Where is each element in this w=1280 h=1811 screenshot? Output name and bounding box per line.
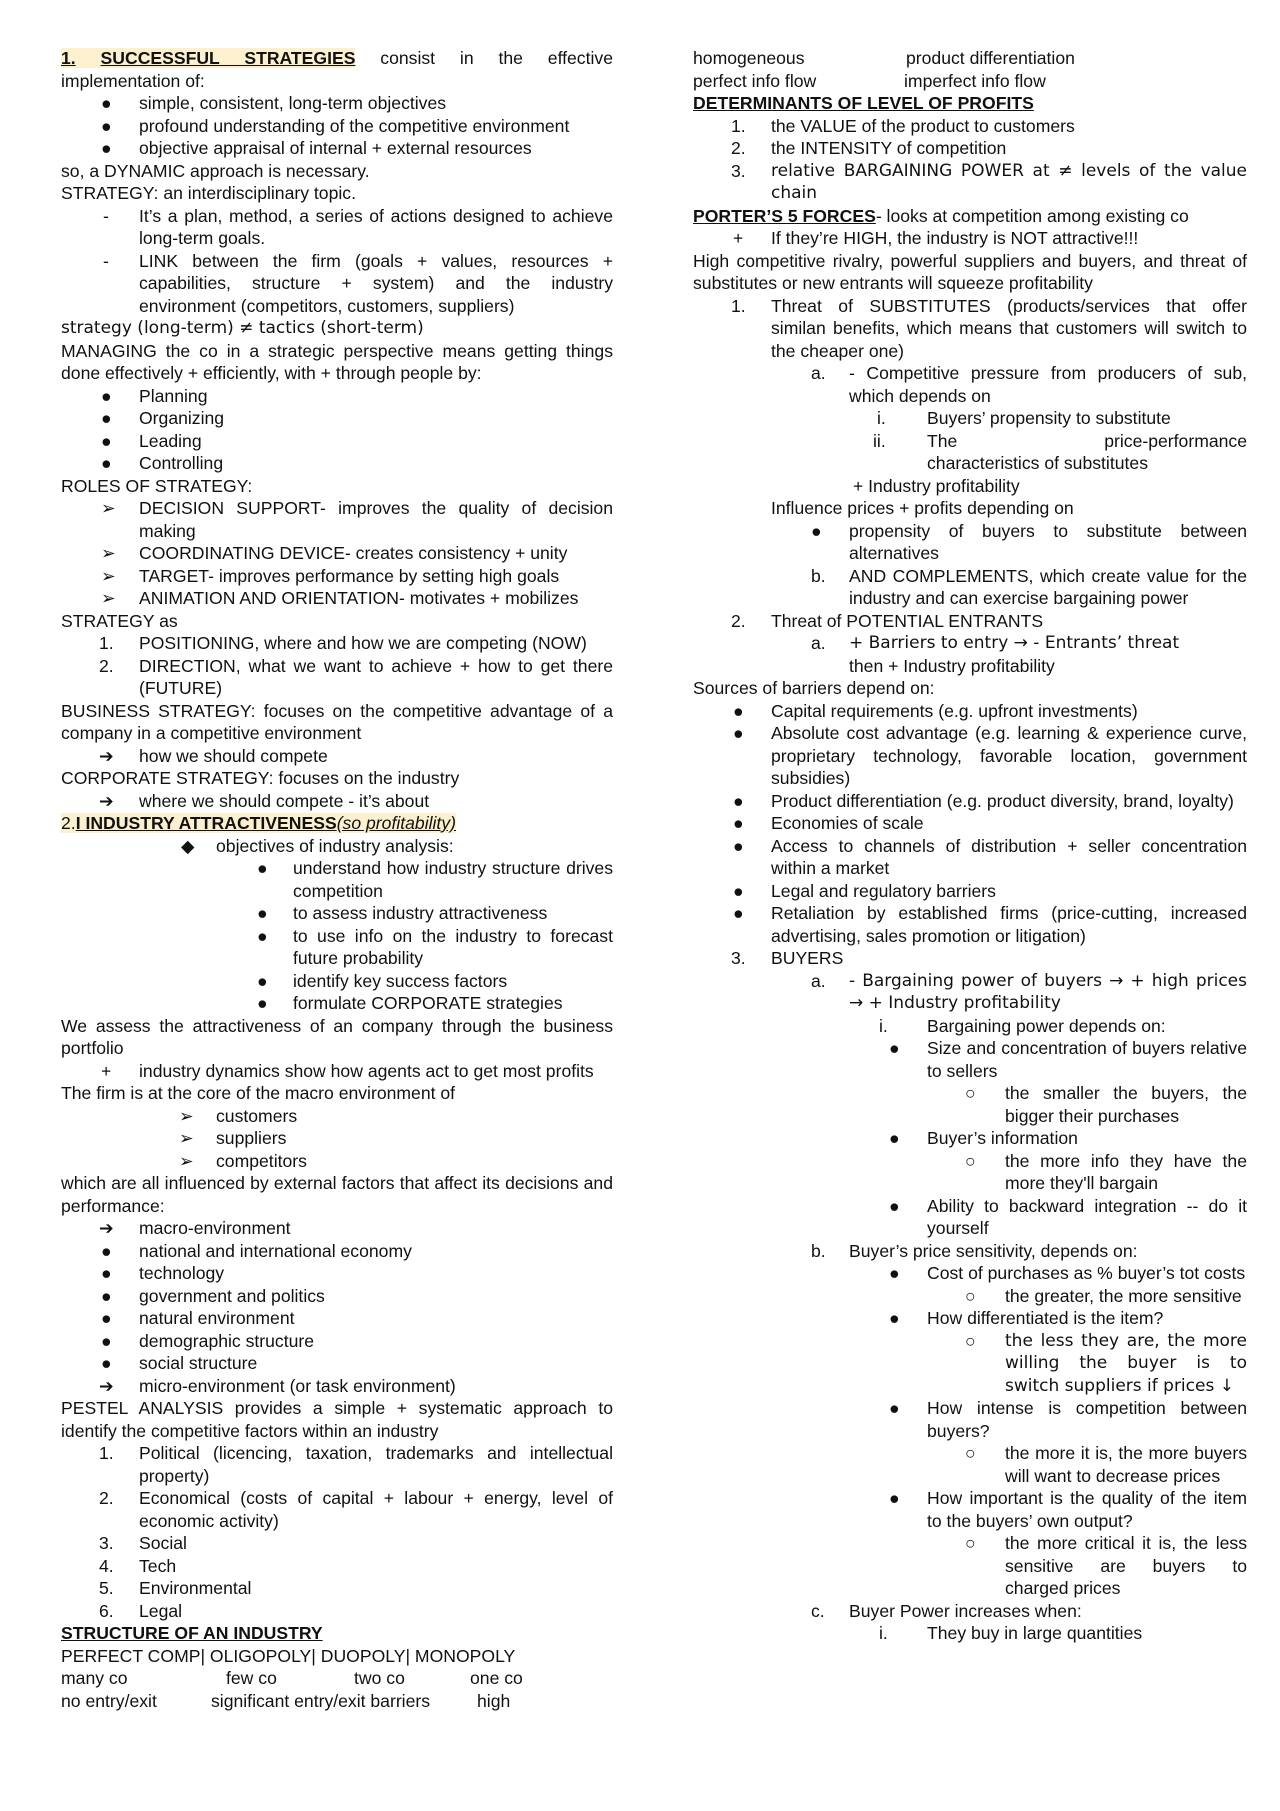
list-item: ➢ customers bbox=[179, 1105, 298, 1126]
list-item: 2. Threat of POTENTIAL ENTRANTS bbox=[731, 610, 1044, 631]
list-item: a. - Bargaining power of buyers → + high prices → + Industry profitability bbox=[811, 970, 1247, 1013]
list-item: 2. Economical (costs of capital + labour + energy, level of economic activity) bbox=[99, 1488, 613, 1531]
section-1-number: 1. bbox=[61, 48, 76, 68]
list-item: ● Cost of purchases as % buyer’s tot costs bbox=[889, 1263, 1246, 1283]
list-item: ● Access to channels of distribution + seller concentration within a market bbox=[733, 835, 1247, 878]
list-item: 1. POSITIONING, where and how we are competing (NOW) bbox=[99, 633, 587, 653]
managing-paragraph: MANAGING the co in a strategic perspective means getting things done effectively + efficiently, with + through people by: bbox=[61, 340, 613, 383]
business-strategy: BUSINESS STRATEGY: focuses on the competitive advantage of a company in a competitive environment bbox=[61, 700, 613, 743]
list-item: ● propensity of buyers to substitute between alternatives bbox=[811, 520, 1247, 563]
structure-title: STRUCTURE OF AN INDUSTRY bbox=[61, 1623, 323, 1643]
list-item: ➢ DECISION SUPPORT- improves the quality of decision making bbox=[101, 498, 613, 541]
list-item: ➢ TARGET- improves performance by setting high goals bbox=[101, 565, 560, 586]
list-item: - It’s a plan, method, a series of actions designed to achieve long-term goals. bbox=[103, 205, 613, 248]
list-item: ● Retaliation by established firms (price-cutting, increased advertising, sales promotion or litigation) bbox=[733, 903, 1247, 946]
list-item: ● Planning bbox=[101, 385, 208, 406]
list-item: ○ the greater, the more sensitive bbox=[965, 1285, 1242, 1306]
determinants-title: DETERMINANTS OF LEVEL OF PROFITS bbox=[693, 93, 1034, 113]
structure-header: PERFECT COMP| OLIGOPOLY| DUOPOLY| MONOPOLY bbox=[61, 1645, 516, 1666]
sources-line: Sources of barriers depend on: bbox=[693, 678, 935, 698]
list-item: ● Controlling bbox=[101, 453, 224, 473]
entrants-then: then + Industry profitability bbox=[849, 655, 1055, 676]
tactics-line: strategy (long-term) ≠ tactics (short-term) bbox=[61, 318, 424, 338]
section-2-heading bbox=[61, 812, 613, 835]
list-item: ➔ how we should compete bbox=[99, 745, 328, 766]
list-item: ii. The price-performance characteristics of substitutes bbox=[873, 430, 1247, 473]
left-column bbox=[61, 47, 613, 1712]
list-item: 1. Political (licencing, taxation, trademarks and intellectual property) bbox=[99, 1443, 613, 1486]
section-1-intro bbox=[61, 47, 613, 92]
porter-heading: PORTER’S 5 FORCES- looks at competition among existing co bbox=[693, 205, 1189, 226]
list-item: ○ the smaller the buyers, the bigger their purchases bbox=[965, 1083, 1247, 1126]
structure-row-barriers: no entry/exit significant entry/exit barriers high bbox=[61, 1690, 511, 1711]
list-item: ● Economies of scale bbox=[733, 813, 924, 833]
list-item: 4. Tech bbox=[99, 1555, 177, 1576]
list-item: ● national and international economy bbox=[101, 1240, 412, 1261]
list-item: ➢ competitors bbox=[179, 1150, 307, 1171]
list-item: ● identify key success factors bbox=[257, 970, 508, 991]
list-item: ● Leading bbox=[101, 430, 202, 451]
list-item: b. Buyer’s price sensitivity, depends on: bbox=[811, 1240, 1138, 1261]
list-item: ● Ability to backward integration -- do it yourself bbox=[889, 1195, 1247, 1238]
list-item: 1. the VALUE of the product to customers bbox=[731, 115, 1075, 136]
list-item: ● social structure bbox=[101, 1353, 258, 1373]
list-item: ● formulate CORPORATE strategies bbox=[257, 993, 563, 1013]
list-item: - LINK between the firm (goals + values, resources + capabilities, structure + system) and the industry environment (competitors, customers, suppliers) bbox=[103, 250, 613, 316]
list-item: ● demographic structure bbox=[101, 1330, 315, 1351]
list-item: ○ the more critical it is, the less sensitive are buyers to charged prices bbox=[965, 1533, 1247, 1598]
list-item: ● Organizing bbox=[101, 408, 225, 428]
firm-core-line: The firm is at the core of the macro environment of bbox=[61, 1083, 456, 1103]
section-2-subtitle: (so profitability) bbox=[336, 813, 456, 833]
list-item: i. Bargaining power depends on: bbox=[879, 1015, 1166, 1036]
list-item: ● Product differentiation (e.g. product diversity, brand, loyalty) bbox=[733, 790, 1234, 811]
list-item: ➔ macro-environment bbox=[99, 1218, 291, 1238]
right-column bbox=[693, 47, 1247, 1645]
strategy-definition: STRATEGY: an interdisciplinary topic. bbox=[61, 183, 356, 203]
list-item: i. Buyers’ propensity to substitute bbox=[877, 408, 1171, 428]
list-item: 5. Environmental bbox=[99, 1578, 252, 1598]
list-item: i. They buy in large quantities bbox=[879, 1623, 1143, 1643]
list-item: ● technology bbox=[101, 1263, 225, 1283]
list-item: ➔ where we should compete - it’s about bbox=[99, 790, 430, 811]
list-item: b. AND COMPLEMENTS, which create value for the industry and can exercise bargaining power bbox=[811, 565, 1247, 608]
list-item: ➔ micro-environment (or task environment) bbox=[99, 1375, 456, 1396]
section-2-title: I INDUSTRY ATTRACTIVENESS bbox=[75, 813, 337, 833]
assess-paragraph: We assess the attractiveness of an company through the business portfolio bbox=[61, 1015, 613, 1058]
list-item: 3. relative BARGAINING POWER at ≠ levels of the value chain bbox=[731, 160, 1247, 203]
strategy-as-title: STRATEGY as bbox=[61, 610, 178, 631]
list-item: ● simple, consistent, long-term objectives bbox=[101, 93, 447, 113]
list-item: 2. DIRECTION, what we want to achieve + how to get there (FUTURE) bbox=[99, 655, 613, 698]
list-item: a. - Competitive pressure from producers of sub, which depends on bbox=[811, 363, 1247, 406]
list-item: ● profound understanding of the competitive environment bbox=[101, 115, 570, 136]
list-item: + If they’re HIGH, the industry is NOT attractive!!! bbox=[733, 228, 1139, 248]
list-item: ○ the more info they have the more they'll bargain bbox=[965, 1150, 1247, 1193]
list-item: 2. the INTENSITY of competition bbox=[731, 138, 1007, 158]
influenced-paragraph: which are all influenced by external factors that affect its decisions and performance: bbox=[61, 1173, 613, 1216]
list-item: ○ the more it is, the more buyers will want to decrease prices bbox=[965, 1443, 1247, 1486]
list-item: ● How differentiated is the item? bbox=[889, 1308, 1164, 1328]
list-item: ➢ COORDINATING DEVICE- creates consistency + unity bbox=[101, 543, 568, 563]
list-item: ● understand how industry structure drives competition bbox=[257, 858, 613, 901]
list-item: ● to assess industry attractiveness bbox=[257, 903, 548, 923]
section-1-title: SUCCESSFUL STRATEGIES bbox=[100, 48, 356, 68]
list-item: + industry dynamics show how agents act to get most profits bbox=[101, 1060, 594, 1081]
list-item: ● How intense is competition between buyers? bbox=[889, 1398, 1247, 1441]
list-item: ◆ objectives of industry analysis: bbox=[181, 835, 454, 856]
structure-row-product: homogeneous product differentiation bbox=[693, 48, 1075, 68]
section-2-number: 2. bbox=[61, 813, 76, 833]
list-item: a. + Barriers to entry → - Entrants’ threat bbox=[811, 633, 1180, 653]
list-item: ➢ ANIMATION AND ORIENTATION- motivates + mobilizes bbox=[101, 588, 579, 608]
section-1-lead: consist in the effective implementation of: bbox=[61, 48, 613, 91]
list-item: ● How important is the quality of the item to the buyers’ own output? bbox=[889, 1488, 1247, 1531]
corporate-strategy: CORPORATE STRATEGY: focuses on the industry bbox=[61, 768, 460, 788]
pestel-paragraph: PESTEL ANALYSIS provides a simple + systematic approach to identify the competitive factors within an industry bbox=[61, 1398, 613, 1441]
list-item: ● Buyer’s information bbox=[889, 1128, 1078, 1148]
list-item: ○ the less they are, the more willing the buyer is to switch suppliers if prices ↓ bbox=[965, 1330, 1247, 1396]
list-item: ➢ suppliers bbox=[179, 1128, 287, 1148]
structure-row-info: perfect info flow imperfect info flow bbox=[693, 70, 1046, 91]
roles-title: ROLES OF STRATEGY: bbox=[61, 475, 253, 496]
subst-profitability: + Industry profitability bbox=[853, 475, 1020, 496]
rivalry-paragraph: High competitive rivalry, powerful suppliers and buyers, and threat of substitutes or new entrants will squeeze profitability bbox=[693, 250, 1247, 293]
list-item: 3. BUYERS bbox=[731, 948, 844, 968]
list-item: ● objective appraisal of internal + external resources bbox=[101, 138, 532, 158]
dynamic-line: so, a DYNAMIC approach is necessary. bbox=[61, 160, 370, 181]
list-item: ● Capital requirements (e.g. upfront investments) bbox=[733, 700, 1138, 721]
list-item: ● natural environment bbox=[101, 1308, 295, 1328]
list-item: 6. Legal bbox=[99, 1600, 183, 1621]
list-item: ● Absolute cost advantage (e.g. learning & experience curve, proprietary technology, favorable location, government subsidies) bbox=[733, 723, 1247, 788]
structure-row-companies: many co few co two co one co bbox=[61, 1668, 523, 1688]
list-item: ● government and politics bbox=[101, 1285, 325, 1306]
list-item: 3. Social bbox=[99, 1533, 187, 1553]
influence-line: Influence prices + profits depending on bbox=[771, 498, 1074, 518]
list-item: 1. Threat of SUBSTITUTES (products/services that offer similan benefits, which means that customers will switch to the cheaper one) bbox=[731, 295, 1247, 361]
list-item: ● Legal and regulatory barriers bbox=[733, 880, 996, 901]
list-item: ● Size and concentration of buyers relative to sellers bbox=[889, 1038, 1247, 1081]
list-item: ● to use info on the industry to forecast future probability bbox=[257, 925, 613, 968]
list-item: c. Buyer Power increases when: bbox=[811, 1600, 1082, 1621]
